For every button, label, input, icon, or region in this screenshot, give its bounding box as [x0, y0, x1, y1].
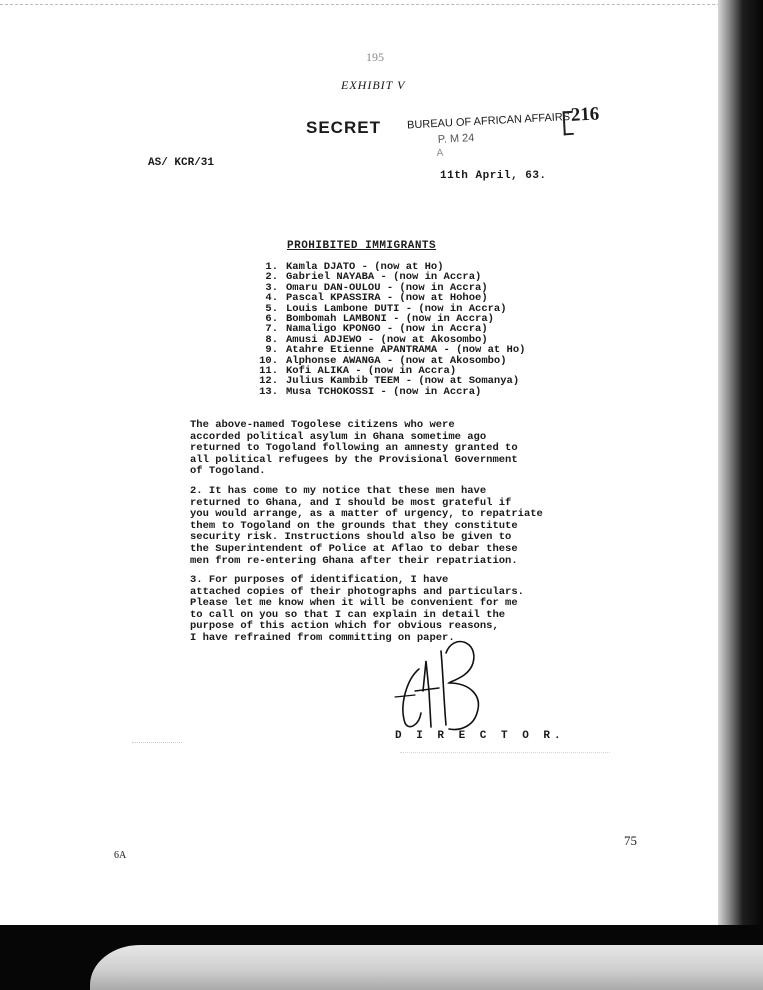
list-item: 6. Bombomah LAMBONI - (now in Accra): [265, 312, 494, 325]
immigrant-list: [252, 262, 525, 397]
scan-right-edge: [718, 0, 763, 930]
list-item: 12. Julius Kambib TEEM - (now at Somanya): [259, 375, 520, 388]
page-curl: [90, 945, 763, 990]
list-item: 1. Kamla DJATO - (now at Ho): [265, 261, 444, 273]
paragraph-1: The above-named Togolese citizens who were accorded political asylum in Ghana sometime ago returned to Togoland following an amnesty granted to all political refugees by the Provisional Government of Togoland.: [190, 419, 518, 478]
exhibit-label: EXHIBIT V: [341, 78, 406, 92]
faint-margin-mark: [132, 742, 182, 743]
list-heading: PROHIBITED IMMIGRANTS: [287, 240, 437, 252]
list-item: 5. Louis Lambone DUTI - (now in Accra): [265, 302, 507, 315]
document-number: 216: [570, 103, 600, 126]
stamp-date-line: P. M 24: [437, 132, 475, 146]
stamp-faint-line: A: [436, 147, 444, 160]
list-item: 9. Atahre Etienne APANTRAMA - (now at Ho): [265, 344, 526, 357]
list-item: 4. Pascal KPASSIRA - (now at Hohoe): [265, 292, 488, 305]
list-item: 7. Namaligo KPONGO - (now in Accra): [265, 323, 488, 336]
stamp-bureau-line: BUREAU OF AFRICAN AFFAIRS: [406, 110, 571, 132]
classification-label: SECRET: [306, 118, 381, 137]
list-item: 8. Amusi ADJEWO - (now at Akosombo): [265, 333, 488, 346]
faint-bleed-through: [400, 752, 610, 753]
list-item: 3. Omaru DAN-OULOU - (now in Accra): [265, 281, 488, 294]
received-stamp: [407, 105, 620, 176]
paragraph-3: 3. For purposes of identification, I have attached copies of their photographs and particulars. Please let me know when it will be convenient for me to call on you so that I can explain in detail the purpose of this action which for obvious reasons, I have refrained from committing on paper.: [190, 574, 524, 644]
list-item: 10. Alphonse AWANGA - (now at Akosombo): [259, 354, 507, 367]
letter-date: 11th April, 63.: [440, 170, 547, 182]
bottom-page-number: 75: [624, 833, 637, 848]
reference-number: AS/ KCR/31: [148, 157, 215, 169]
corner-mark: 6A: [114, 850, 127, 861]
signatory-title: D I R E C T O R.: [395, 730, 565, 742]
list-item: 2. Gabriel NAYABA - (now in Accra): [265, 271, 482, 284]
scan-top-edge: [0, 4, 720, 5]
list-item: 13. Musa TCHOKOSSI - (now in Accra): [259, 385, 482, 398]
paragraph-2: 2. It has come to my notice that these men have returned to Ghana, and I should be most grateful if you would arrange, as a matter of urgency, to repatriate them to Togoland on the grounds that they constitute security risk. Instructions should also be given to the Superintendent of Police at Aflao to debar these men from re-entering Ghana after their repatriation.: [190, 485, 543, 567]
top-page-number: 195: [366, 50, 384, 64]
list-item: 11. Kofi ALIKA - (now in Accra): [259, 364, 457, 377]
handwritten-signature: [393, 633, 493, 733]
